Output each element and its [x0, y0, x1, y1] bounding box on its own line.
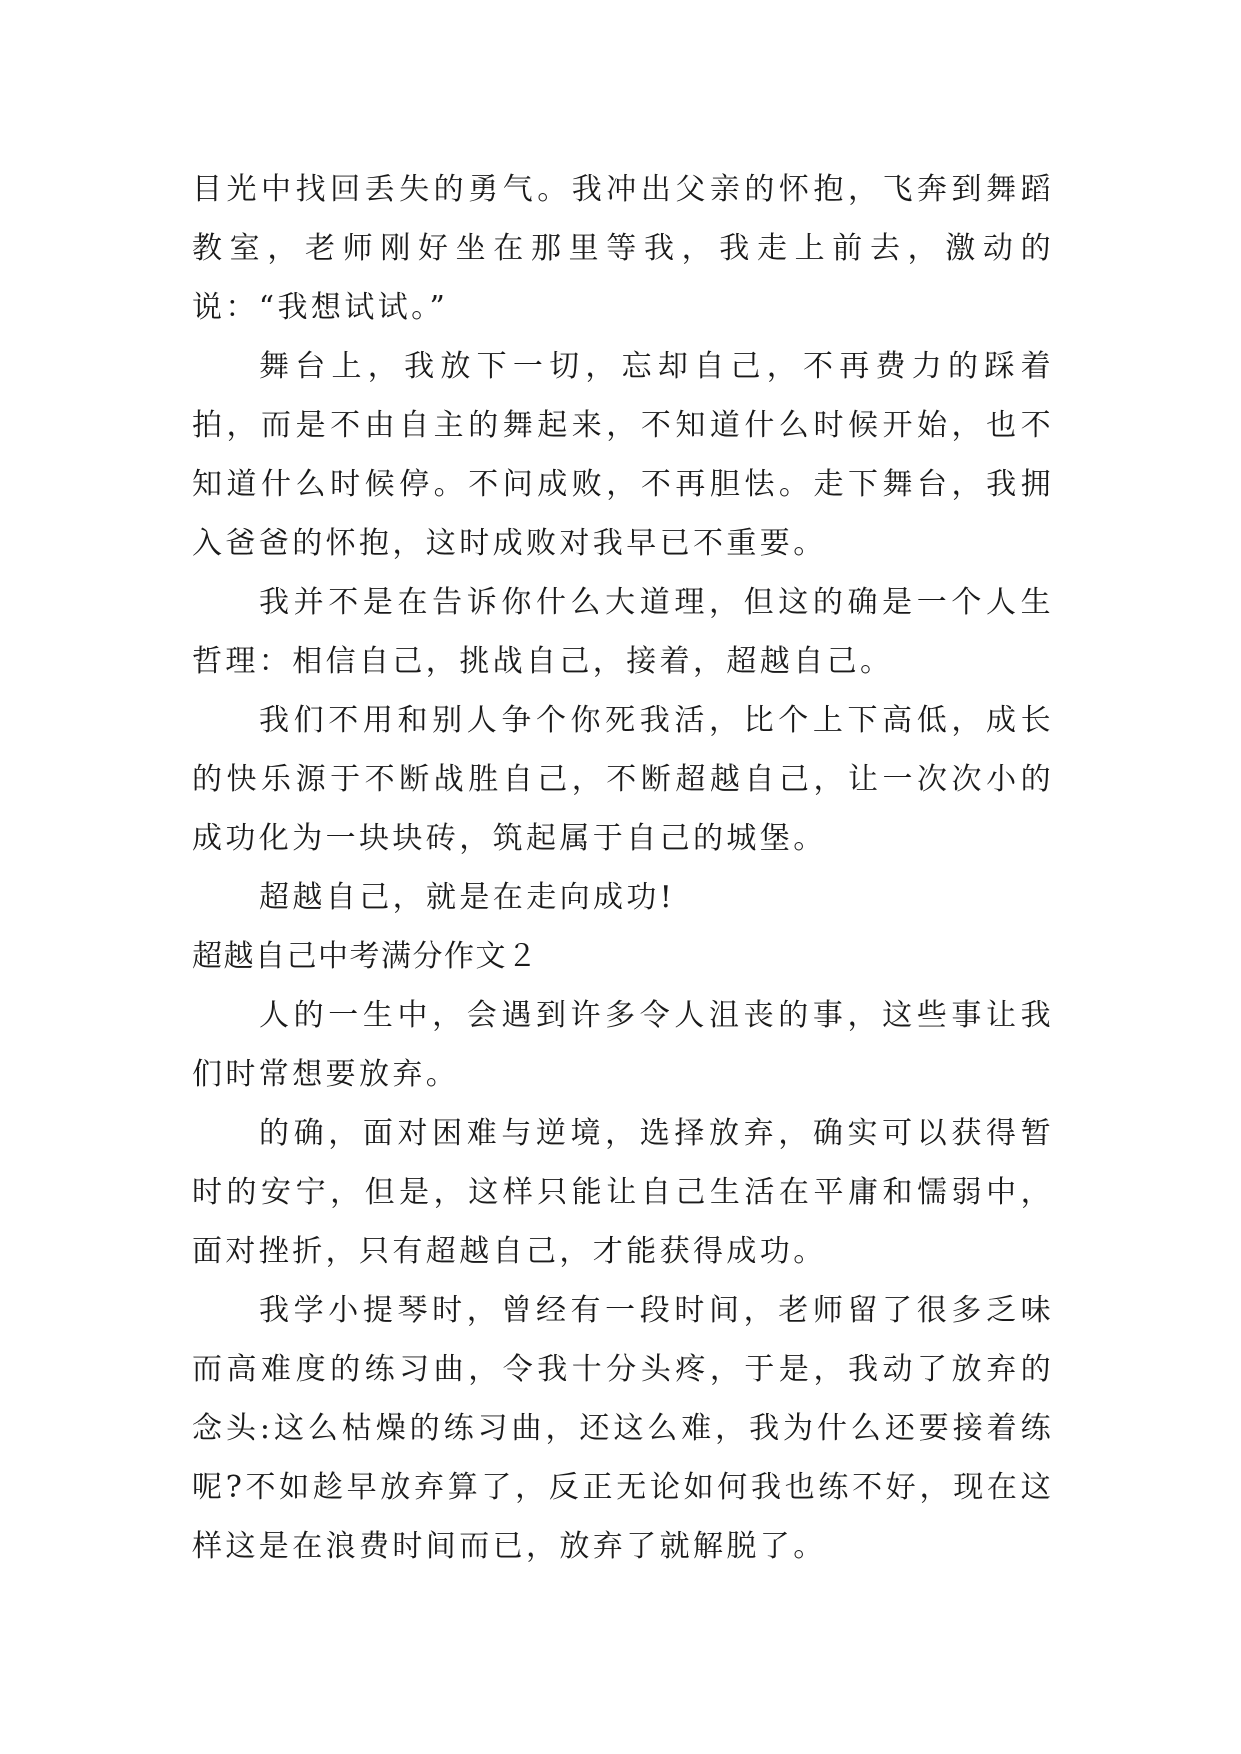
paragraph-stage: 舞台上，我放下一切，忘却自己，不再费力的踩着拍，而是不由自主的舞起来，不知道什么时候开始，也不知道什么时候停。不问成败，不再胆怯。走下舞台，我拥入爸爸的怀抱，这时成败对我早已不重要。	[192, 349, 1054, 561]
paragraph-intro: 人的一生中，会遇到许多令人沮丧的事，这些事让我们时常想要放弃。	[192, 998, 1054, 1092]
paragraph-growth: 我们不用和别人争个你死我活，比个上下高低，成长的快乐源于不断战胜自己，不断超越自己，让一次次小的成功化为一块块砖，筑起属于自己的城堡。	[192, 703, 1054, 856]
paragraph-adversity: 的确，面对困难与逆境，选择放弃，确实可以获得暂时的安宁，但是，这样只能让自己生活在平庸和懦弱中，面对挫折，只有超越自己，才能获得成功。	[192, 1116, 1054, 1269]
essay-heading: 超越自己中考满分作文２	[192, 939, 539, 974]
paragraph-violin: 我学小提琴时，曾经有一段时间，老师留了很多乏味而高难度的练习曲，令我十分头疼，于是，我动了放弃的念头:这么枯燥的练习曲，还这么难，我为什么还要接着练呢?不如趁早放弃算了，反正无论如何我也练不好，现在这样这是在浪费时间而已，放弃了就解脱了。	[192, 1293, 1054, 1564]
paragraph-continuation: 目光中找回丢失的勇气。我冲出父亲的怀抱，飞奔到舞蹈教室，老师刚好坐在那里等我，我走上前去，激动的说：“我想试试。”	[192, 172, 1054, 325]
paragraph-philosophy: 我并不是在告诉你什么大道理，但这的确是一个人生哲理：相信自己，挑战自己，接着，超越自己。	[192, 585, 1054, 679]
paragraph-conclusion: 超越自己，就是在走向成功!	[259, 880, 676, 915]
document-body	[192, 160, 1054, 1576]
